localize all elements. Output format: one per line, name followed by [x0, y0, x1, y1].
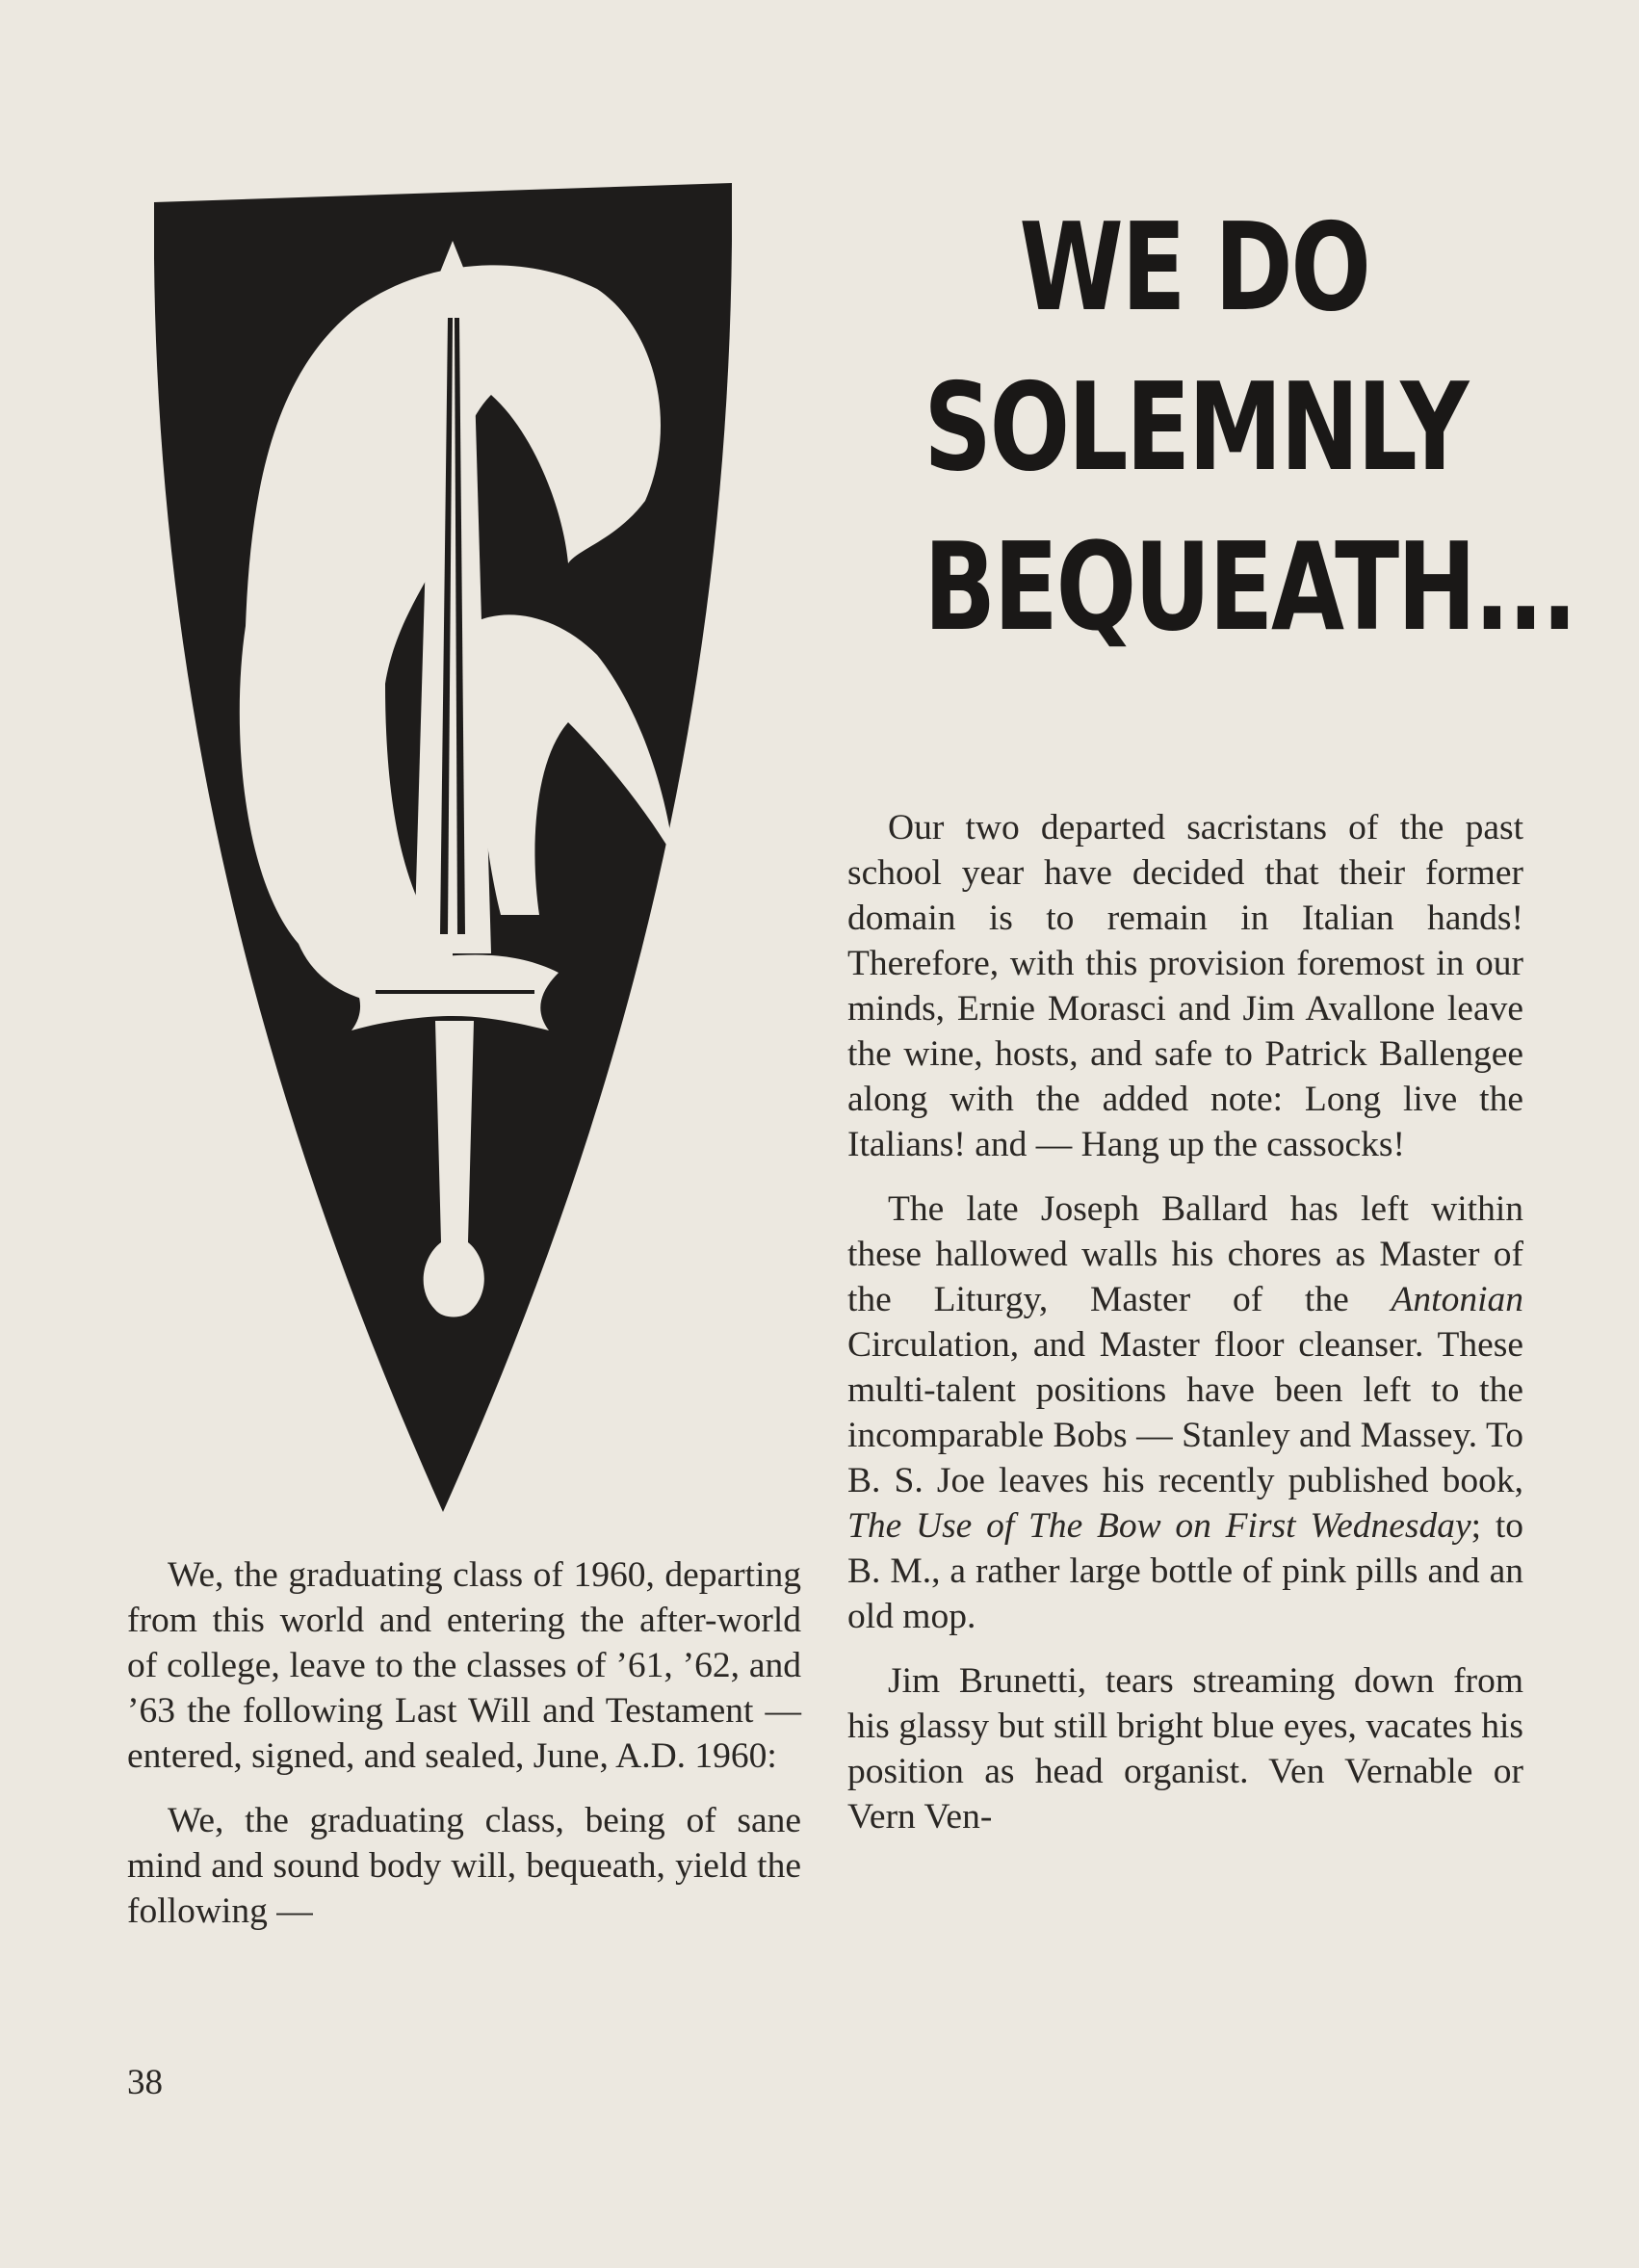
right-paragraph-2-part-a: The late Joseph Ballard has left within these hallowed walls his chores as Master of the Liturgy, Master of the [847, 1189, 1523, 1319]
left-paragraph-2: We, the graduating class, being of sane mind and sound body will, bequeath, yield the following — [127, 1801, 801, 1931]
right-paragraph-2-part-c: Circulation, and Master floor cleanser. These multi-talent positions have been left to the incomparable Bobs — Stanley and Massey. To B. S. Joe leaves his recently published book, [847, 1325, 1523, 1500]
left-paragraph-1: We, the graduating class of 1960, departing from this world and entering the after-world of college, leave to the classes of ’61, ’62, and ’63 the following Last Will and Testament — entered, signed, and sealed, June, A.D. 1960: [127, 1555, 801, 1776]
right-text-column [847, 805, 1523, 1859]
right-paragraph-3: Jim Brunetti, tears streaming down from his glassy but still bright blue eyes, vacates his position as head organist. Ven Vernable or Vern Ven- [847, 1661, 1523, 1837]
right-paragraph-1: Our two departed sacristans of the past school year have decided that their former domain is to remain in Italian hands! Therefore, with this provision foremost in our minds, Ernie Morasci and Jim Avallone leave the wine, hosts, and safe to Patrick Ballengee along with the added note: Long live the Italians! and — Hang up the cassocks! [847, 808, 1523, 1164]
antonian-title: Antonian [1391, 1280, 1523, 1319]
page-headline [924, 188, 1575, 667]
page-number: 38 [127, 2063, 163, 2102]
right-paragraph-2-part-e: ; to B. M., a rather large bottle of pink pills and an old mop. [847, 1506, 1523, 1636]
headline-line-3: BEQUEATH... [924, 516, 1575, 658]
right-paragraph-2 [847, 1186, 1523, 1639]
headline-line-2: SOLEMNLY [924, 356, 1468, 498]
book-title: The Use of The Bow on First Wednesday [847, 1506, 1471, 1546]
headline-line-1: WE DO [1019, 196, 1369, 338]
left-text-column [127, 1552, 801, 1953]
shield-sword-helmet-icon [154, 183, 732, 1512]
